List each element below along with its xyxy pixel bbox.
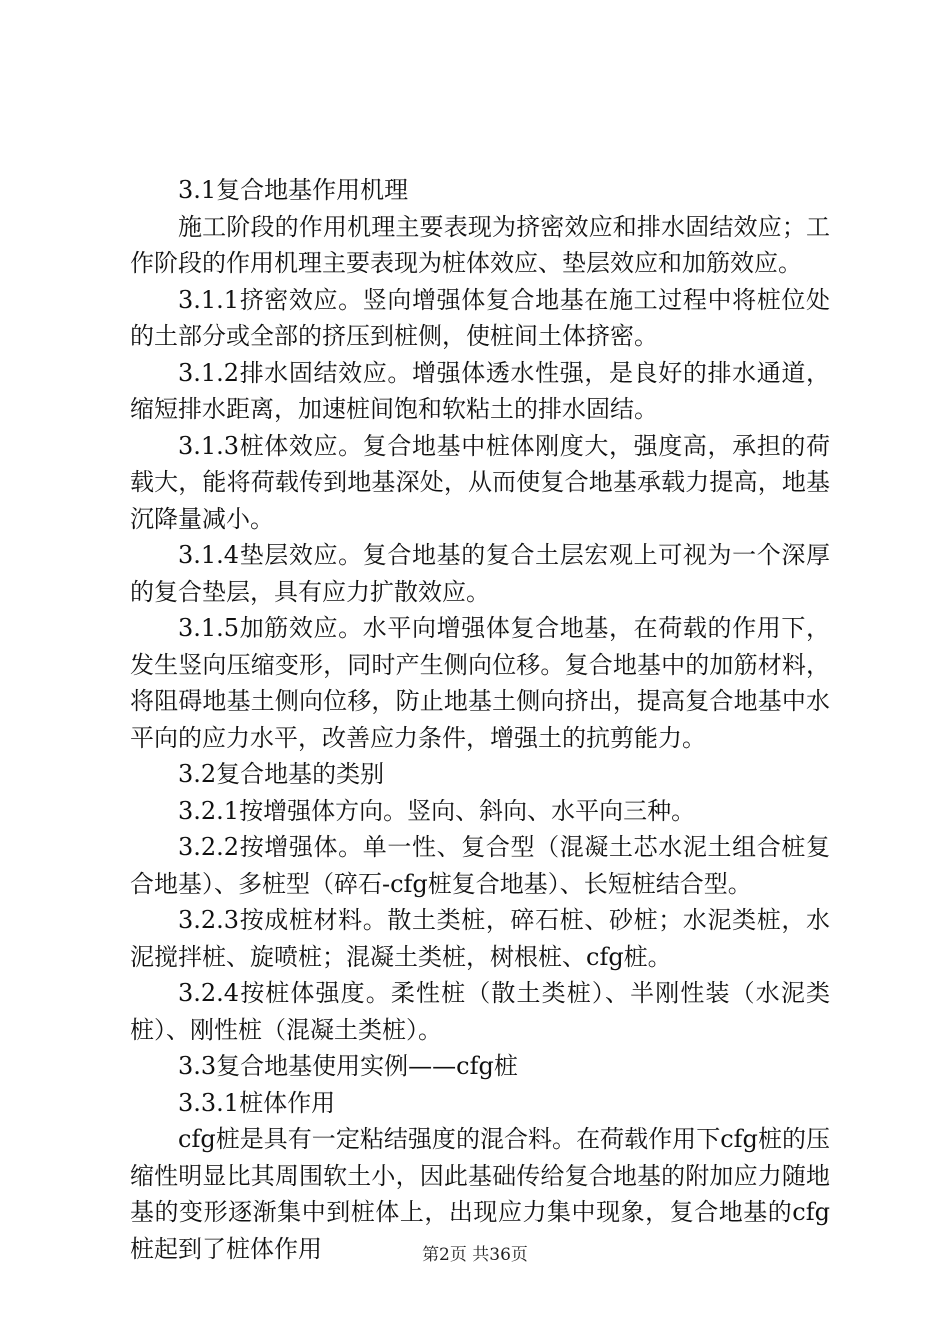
paragraph-3-1: 施工阶段的作用机理主要表现为挤密效应和排水固结效应；工作阶段的作用机理主要表现为桩体效应、垫层效应和加筋效应。 xyxy=(130,212,830,277)
document-body xyxy=(130,172,830,1267)
paragraph-3-2-3: 3.2.3按成桩材料。散土类桩，碎石桩、砂桩；水泥类桩，水泥搅拌桩、旋喷桩；混凝土类桩，树根桩、cfg桩。 xyxy=(130,906,830,971)
paragraph-3-2-4: 3.2.4按桩体强度。柔性桩（散土类桩）、半刚性装（水泥类桩）、刚性桩（混凝土类桩）。 xyxy=(130,979,830,1044)
paragraph-3-3-1: cfg桩是具有一定粘结强度的混合料。在荷载作用下cfg桩的压缩性明显比其周围软土小，因此基础传给复合地基的附加应力随地基的变形逐渐集中到桩体上，出现应力集中现象，复合地基的cfg桩起到了桩体作用 xyxy=(130,1125,830,1263)
paragraph-3-2-1: 3.2.1按增强体方向。竖向、斜向、水平向三种。 xyxy=(178,796,696,825)
paragraph-3-1-5: 3.1.5加筋效应。水平向增强体复合地基，在荷载的作用下，发生竖向压缩变形，同时产生侧向位移。复合地基中的加筋材料，将阻碍地基土侧向位移，防止地基土侧向挤出，提高复合地基中水平向的应力水平，改善应力条件，增强土的抗剪能力。 xyxy=(130,614,830,752)
paragraph-3-2-2: 3.2.2按增强体。单一性、复合型（混凝土芯水泥土组合桩复合地基）、多桩型（碎石-cfg桩复合地基）、长短桩结合型。 xyxy=(130,833,830,898)
section-heading-3-3-1: 3.3.1桩体作用 xyxy=(178,1088,336,1117)
section-heading-3-1: 3.1复合地基作用机理 xyxy=(178,176,409,204)
page-footer: 第2页 共36页 xyxy=(422,1245,528,1265)
paragraph-3-1-4: 3.1.4垫层效应。复合地基的复合土层宏观上可视为一个深厚的复合垫层，具有应力扩散效应。 xyxy=(130,541,830,606)
paragraph-3-1-3: 3.1.3桩体效应。复合地基中桩体刚度大，强度高，承担的荷载大，能将荷载传到地基深处，从而使复合地基承载力提高，地基沉降量减小。 xyxy=(130,431,830,533)
paragraph-3-1-1: 3.1.1挤密效应。竖向增强体复合地基在施工过程中将桩位处的土部分或全部的挤压到桩侧，使桩间土体挤密。 xyxy=(130,285,830,350)
section-heading-3-3: 3.3复合地基使用实例——cfg桩 xyxy=(178,1052,518,1080)
section-heading-3-2: 3.2复合地基的类别 xyxy=(178,760,385,788)
paragraph-3-1-2: 3.1.2排水固结效应。增强体透水性强，是良好的排水通道，缩短排水距离，加速桩间饱和软粘土的排水固结。 xyxy=(130,358,830,423)
